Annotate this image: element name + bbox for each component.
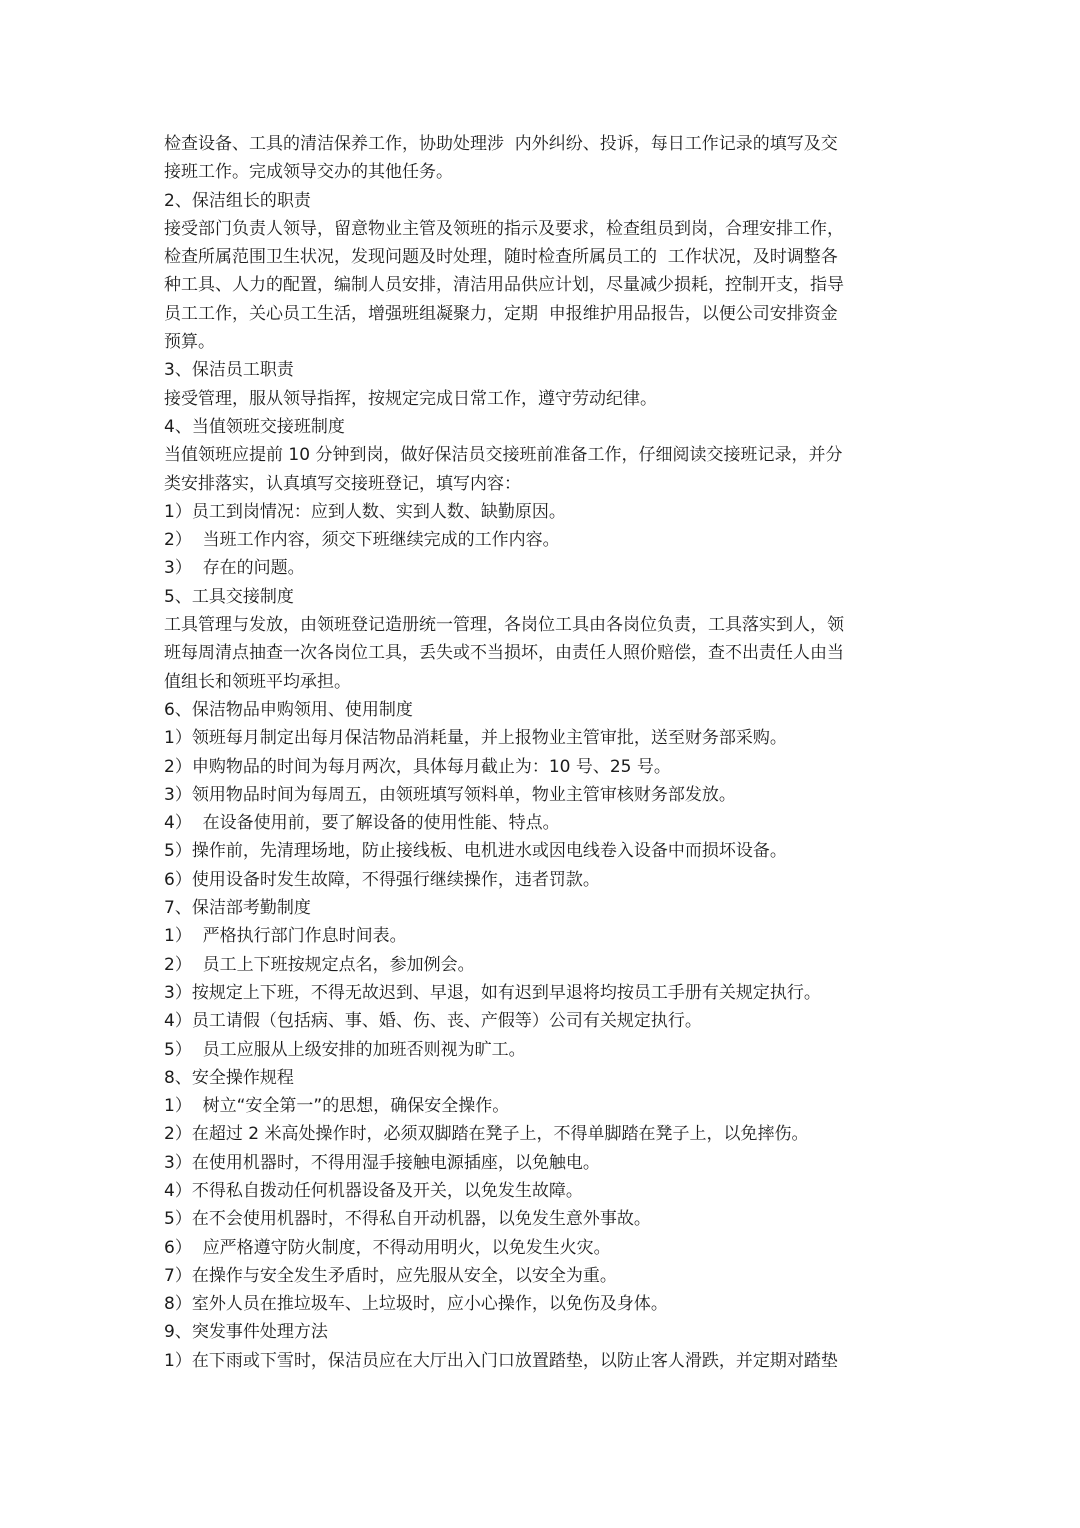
list-item: 3）按规定上下班，不得无故迟到、早退，如有迟到早退将均按员工手册有关规定执行。 <box>164 982 821 1003</box>
list-item: 5） 员工应服从上级安排的加班否则视为旷工。 <box>164 1039 526 1060</box>
list-item: 5）在不会使用机器时，不得私自开动机器，以免发生意外事故。 <box>164 1209 651 1230</box>
section-heading: 6、保洁物品申购领用、使用制度 <box>164 699 413 720</box>
list-item: 1） 严格执行部门作息时间表。 <box>164 926 407 947</box>
list-item: 5）操作前，先清理场地，防止接线板、电机进水或因电线卷入设备中而损坏设备。 <box>164 841 787 862</box>
text-line: 当值领班应提前 10 分钟到岗，做好保洁员交接班前准备工作，仔细阅读交接班记录，并分 <box>164 445 843 466</box>
list-item: 7）在操作与安全发生矛盾时，应先服从安全，以安全为重。 <box>164 1265 617 1286</box>
section-heading: 3、保洁员工职责 <box>164 360 294 381</box>
text-line: 检查设备、工具的清洁保养工作，协助处理涉 内外纠纷、投诉，每日工作记录的填写及交 <box>164 134 838 154</box>
list-item: 4） 在设备使用前，要了解设备的使用性能、特点。 <box>164 813 560 834</box>
list-item: 1）领班每月制定出每月保洁物品消耗量，并上报物业主管审批，送至财务部采购。 <box>164 728 787 749</box>
list-item: 1） 树立“安全第一”的思想，确保安全操作。 <box>164 1096 510 1117</box>
list-item: 4）不得私自拨动任何机器设备及开关，以免发生故障。 <box>164 1180 583 1201</box>
text-line: 接受管理，服从领导指挥，按规定完成日常工作，遵守劳动纪律。 <box>164 388 657 409</box>
text-line: 接班工作。完成领导交办的其他任务。 <box>164 162 453 183</box>
section-heading: 4、当值领班交接班制度 <box>164 416 345 437</box>
text-line: 员工工作，关心员工生活，增强班组凝聚力，定期 申报维护用品报告，以便公司安排资金 <box>164 303 838 324</box>
list-item: 2） 员工上下班按规定点名，参加例会。 <box>164 954 475 975</box>
text-line: 类安排落实，认真填写交接班登记，填写内容： <box>164 473 521 494</box>
list-item: 4）员工请假（包括病、事、婚、伤、丧、产假等）公司有关规定执行。 <box>164 1011 702 1032</box>
list-item: 1）在下雨或下雪时，保洁员应在大厅出入门口放置踏垫，以防止客人滑跌，并定期对踏垫 <box>164 1350 838 1371</box>
text-line: 种工具、人力的配置，编制人员安排，清洁用品供应计划，尽量减少损耗，控制开支，指导 <box>164 275 844 296</box>
section-heading: 8、安全操作规程 <box>164 1067 294 1088</box>
list-item: 2） 当班工作内容，须交下班继续完成的工作内容。 <box>164 530 560 551</box>
section-heading: 5、工具交接制度 <box>164 586 294 607</box>
list-item: 3） 存在的问题。 <box>164 558 305 579</box>
list-item: 1）员工到岗情况：应到人数、实到人数、缺勤原因。 <box>164 501 566 522</box>
list-item: 3）领用物品时间为每周五，由领班填写领料单，物业主管审核财务部发放。 <box>164 784 736 805</box>
text-line: 接受部门负责人领导，留意物业主管及领班的指示及要求，检查组员到岗，合理安排工作， <box>164 218 844 239</box>
list-item: 8）室外人员在推垃圾车、上垃圾时，应小心操作，以免伤及身体。 <box>164 1294 668 1315</box>
document-body <box>164 130 924 1375</box>
list-item: 2）在超过 2 米高处操作时，必须双脚踏在凳子上，不得单脚踏在凳子上，以免摔伤。 <box>164 1124 809 1145</box>
text-line: 班每周清点抽查一次各岗位工具，丢失或不当损坏，由责任人照价赔偿，查不出责任人由当 <box>164 643 844 664</box>
list-item: 2）申购物品的时间为每月两次，具体每月截止为：10 号、25 号。 <box>164 756 671 777</box>
list-item: 6）使用设备时发生故障，不得强行继续操作，违者罚款。 <box>164 869 600 890</box>
list-item: 3）在使用机器时，不得用湿手接触电源插座，以免触电。 <box>164 1152 600 1173</box>
section-heading: 2、保洁组长的职责 <box>164 190 311 211</box>
text-line: 预算。 <box>164 332 215 353</box>
section-heading: 9、突发事件处理方法 <box>164 1322 328 1343</box>
text-line: 检查所属范围卫生状况，发现问题及时处理，随时检查所属员工的 工作状况，及时调整各 <box>164 247 838 268</box>
list-item: 6） 应严格遵守防火制度，不得动用明火，以免发生火灾。 <box>164 1237 611 1258</box>
text-line: 值组长和领班平均承担。 <box>164 671 351 692</box>
section-heading: 7、保洁部考勤制度 <box>164 898 311 919</box>
text-line: 工具管理与发放，由领班登记造册统一管理，各岗位工具由各岗位负责，工具落实到人，领 <box>164 615 844 636</box>
